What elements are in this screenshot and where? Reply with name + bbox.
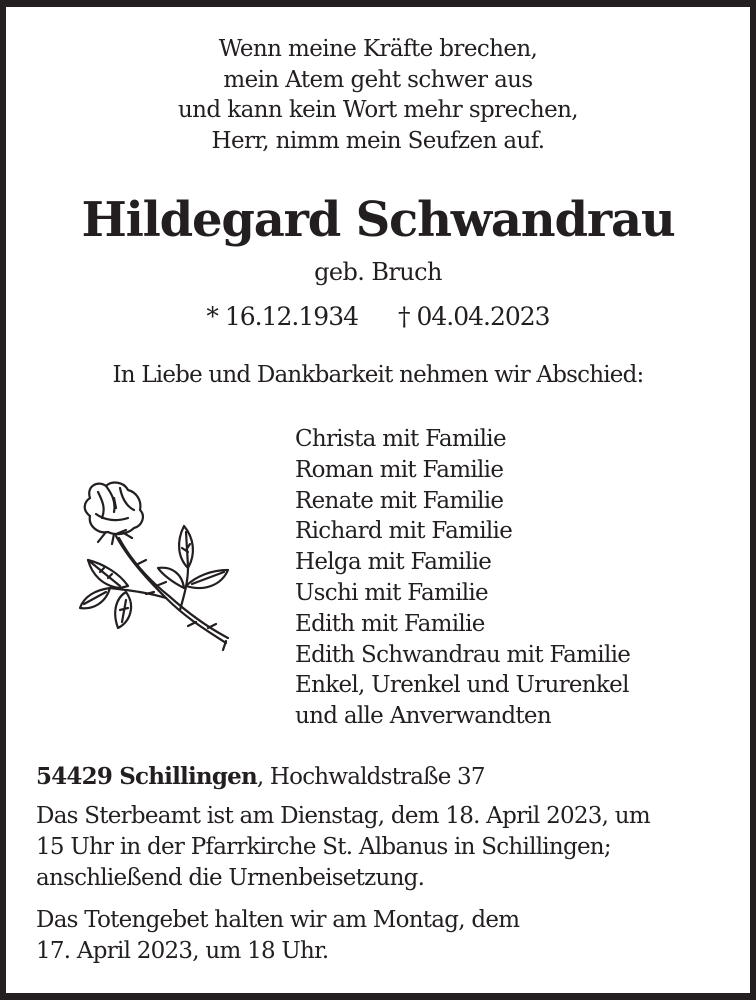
mourner: Christa mit Familie [295,426,506,452]
mourner: und alle Anverwandten [295,703,551,730]
poem-line: mein Atem geht schwer aus [223,66,533,93]
mourner: Edith mit Familie [295,610,485,637]
service-line: Das Sterbeamt ist am Dienstag, dem 18. April 2023, um [36,803,650,829]
mourner: Helga mit Familie [295,549,492,576]
mourner: Richard mit Familie [295,518,513,545]
service-line: 15 Uhr in der Pfarrkirche St. Albanus in Schillingen; [36,834,611,860]
death-date: 04.04.2023 [416,302,550,331]
address [36,762,485,792]
mourner: Enkel, Urenkel und Ururenkel [295,672,629,699]
poem-line: und kann kein Wort mehr sprechen, [177,97,579,123]
funeral-service-info [36,801,650,894]
mourner: Roman mit Familie [295,456,504,483]
rose-icon [76,478,236,653]
mourner: Renate mit Familie [295,487,504,514]
address-separator: , [256,764,270,790]
poem [0,34,756,156]
death-cross-icon: † [398,302,410,331]
address-street: Hochwaldstraße 37 [269,764,485,790]
prayer-line: 17. April 2023, um 18 Uhr. [36,938,329,964]
prayer-line: Das Totengebet halten wir am Montag, dem [36,907,520,933]
farewell-intro: In Liebe und Dankbarkeit nehmen wir Abschied: [112,362,644,388]
life-dates [0,301,756,333]
maiden-name: geb. Bruch [314,258,442,286]
service-line: anschließend die Urnenbeisetzung. [36,865,425,891]
deceased-name: Hildegard Schwandrau [81,192,675,248]
address-city: 54429 Schillingen [36,763,257,790]
mourner: Edith Schwandrau mit Familie [295,641,631,668]
prayer-info [36,905,519,967]
mourners-list [295,424,630,732]
poem-line: Herr, nimm mein Seufzen auf. [211,127,545,154]
poem-line: Wenn meine Kräfte brechen, [218,36,538,62]
birth-star-icon: * [206,302,218,331]
birth-date: 16.12.1934 [224,302,358,331]
mourner: Uschi mit Familie [295,579,488,606]
